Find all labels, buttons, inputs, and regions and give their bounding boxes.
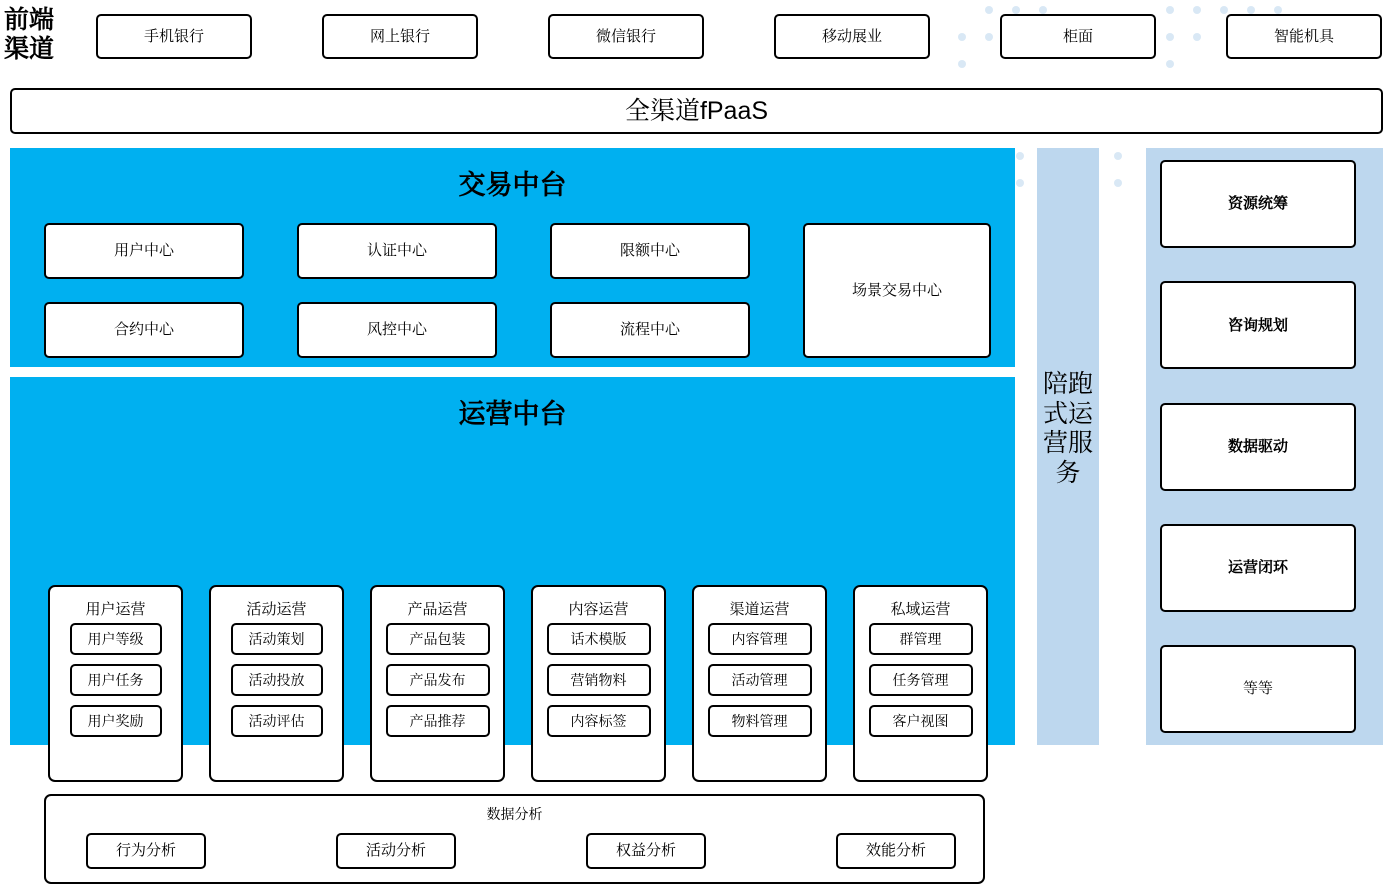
ops-item-activity-evaluation[interactable]: 活动评估: [231, 705, 323, 737]
ops-item-content-management[interactable]: 内容管理: [708, 623, 812, 655]
accompany-line-2: 式运: [1042, 399, 1093, 428]
accompany-service-text: [1037, 370, 1099, 488]
data-analysis-item-activity[interactable]: 活动分析: [336, 833, 456, 869]
ops-item-material-management[interactable]: 物料管理: [708, 705, 812, 737]
ops-item-group-management[interactable]: 群管理: [869, 623, 973, 655]
frontend-channel-label-line1: 前端: [4, 6, 55, 35]
frontend-channel-row: [96, 14, 1382, 59]
data-analysis-item-efficiency[interactable]: 效能分析: [836, 833, 956, 869]
service-capability-column: [1146, 148, 1383, 745]
frontend-channel-label: [4, 2, 90, 68]
service-item-consulting-planning[interactable]: 咨询规划: [1160, 281, 1356, 369]
ops-item-task-management[interactable]: 任务管理: [869, 664, 973, 696]
ops-column-user: [48, 585, 183, 782]
middle-platform-region: [10, 148, 1015, 860]
ops-column-product: [370, 585, 505, 782]
trade-box-contract-center[interactable]: 合约中心: [44, 302, 244, 358]
accompany-line-3: 营服: [1042, 429, 1093, 457]
data-analysis-title: 数据分析: [486, 806, 543, 822]
ops-item-product-packaging[interactable]: 产品包装: [386, 623, 490, 655]
ops-column-channel-title: 渠道运营: [729, 600, 790, 618]
ops-item-marketing-material[interactable]: 营销物料: [547, 664, 651, 696]
data-analysis-item-rights[interactable]: 权益分析: [586, 833, 706, 869]
channel-item-smart-machine[interactable]: 智能机具: [1226, 14, 1382, 59]
trade-box-risk-center[interactable]: 风控中心: [297, 302, 497, 358]
data-analysis-item-behavior[interactable]: 行为分析: [86, 833, 206, 869]
trade-center-panel: [10, 148, 1015, 367]
service-item-operation-loop[interactable]: 运营闭环: [1160, 524, 1356, 612]
channel-item-mobile-business[interactable]: 移动展业: [774, 14, 930, 59]
ops-column-user-title: 用户运营: [85, 600, 146, 618]
ops-column-activity-title: 活动运营: [246, 600, 307, 618]
accompany-service-column: [1037, 148, 1099, 745]
ops-item-activity-management[interactable]: 活动管理: [708, 664, 812, 696]
ops-center-title: 运营中台: [458, 399, 567, 429]
trade-box-auth-center[interactable]: 认证中心: [297, 223, 497, 279]
service-item-resource-coordination[interactable]: 资源统筹: [1160, 160, 1356, 248]
ops-column-channel: [692, 585, 827, 782]
ops-center-panel: [10, 377, 1015, 860]
ops-item-product-release[interactable]: 产品发布: [386, 664, 490, 696]
ops-item-user-task[interactable]: 用户任务: [70, 664, 162, 696]
ops-column-product-title: 产品运营: [407, 600, 468, 618]
channel-item-online-bank[interactable]: 网上银行: [322, 14, 478, 59]
trade-box-scenario-trade-center[interactable]: 场景交易中心: [803, 223, 991, 358]
ops-column-private-domain-title: 私域运营: [890, 600, 951, 618]
ops-item-user-level[interactable]: 用户等级: [70, 623, 162, 655]
accompany-line-4: 务: [1055, 458, 1081, 487]
data-analysis-items: [86, 833, 956, 869]
frontend-channel-label-line2: 渠道: [4, 35, 55, 63]
channel-item-wechat-bank[interactable]: 微信银行: [548, 14, 704, 59]
ops-item-activity-launch[interactable]: 活动投放: [231, 664, 323, 696]
channel-item-mobile-bank[interactable]: 手机银行: [96, 14, 252, 59]
trade-box-limit-center[interactable]: 限额中心: [550, 223, 750, 279]
service-item-data-driven[interactable]: 数据驱动: [1160, 403, 1356, 491]
channel-item-counter[interactable]: 柜面: [1000, 14, 1156, 59]
service-item-etc[interactable]: 等等: [1160, 645, 1356, 733]
ops-item-content-tag[interactable]: 内容标签: [547, 705, 651, 737]
ops-column-content-title: 内容运营: [568, 600, 629, 618]
trade-center-title: 交易中台: [458, 170, 567, 200]
trade-box-user-center[interactable]: 用户中心: [44, 223, 244, 279]
ops-column-content: [531, 585, 666, 782]
ops-column-private-domain: [853, 585, 988, 782]
ops-item-user-reward[interactable]: 用户奖励: [70, 705, 162, 737]
ops-item-activity-planning[interactable]: 活动策划: [231, 623, 323, 655]
ops-item-script-template[interactable]: 话术模版: [547, 623, 651, 655]
data-analysis-block: [44, 794, 985, 884]
ops-item-product-recommend[interactable]: 产品推荐: [386, 705, 490, 737]
trade-box-process-center[interactable]: 流程中心: [550, 302, 750, 358]
accompany-line-1: 陪跑: [1042, 370, 1093, 398]
ops-item-customer-view[interactable]: 客户视图: [869, 705, 973, 737]
omnichannel-fpaas-bar[interactable]: 全渠道fPaaS: [10, 88, 1383, 134]
ops-column-activity: [209, 585, 344, 782]
